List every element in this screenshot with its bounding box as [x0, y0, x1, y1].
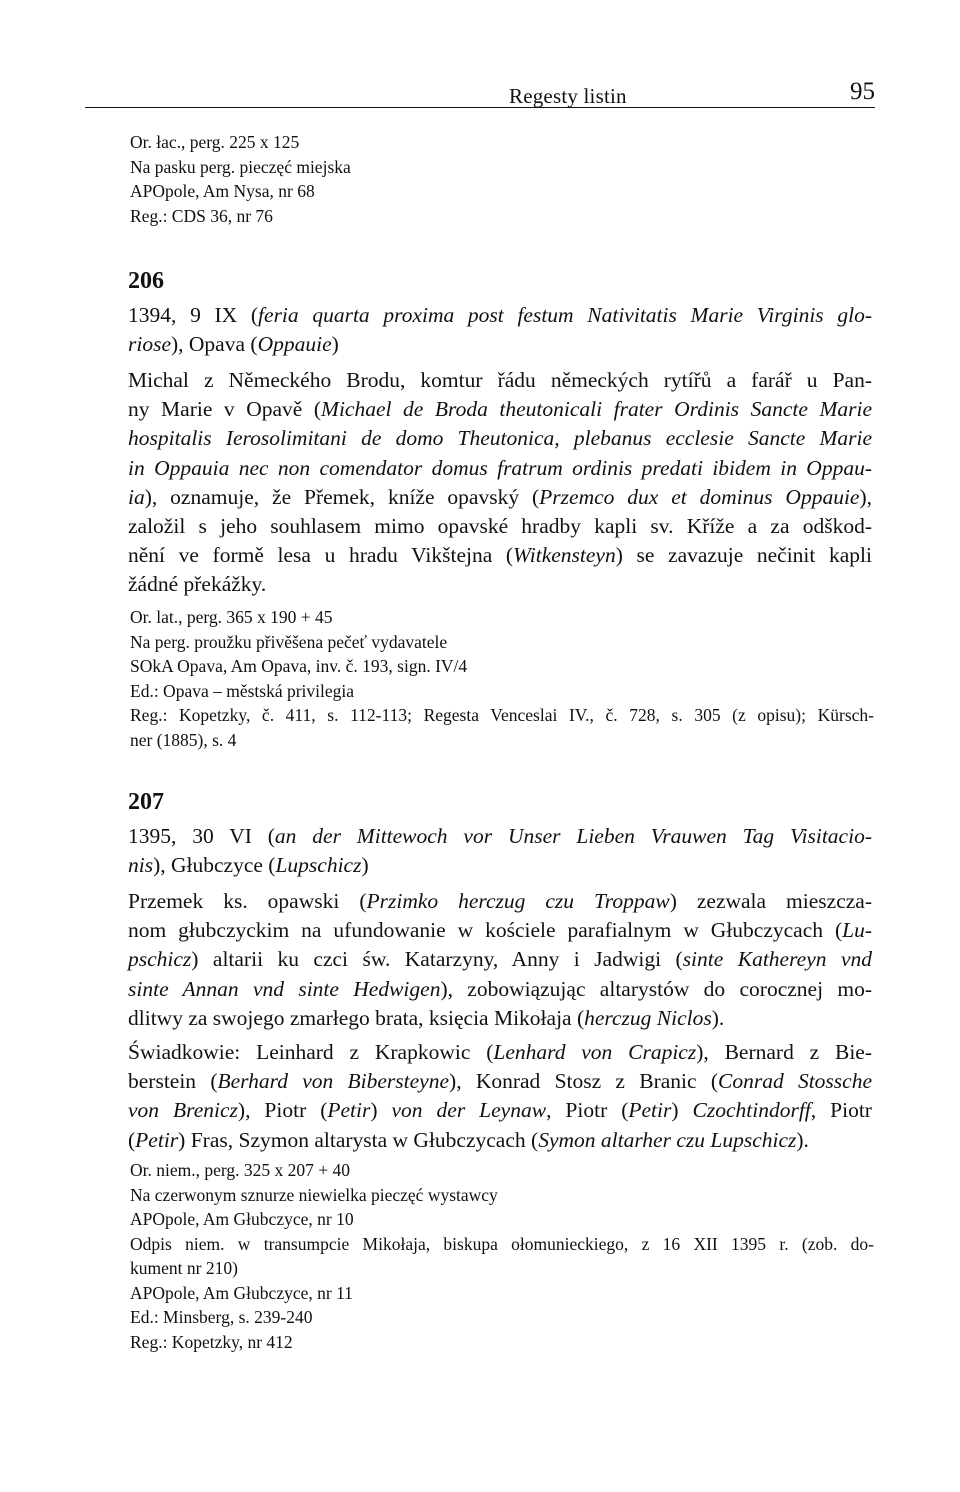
entry-207-body: [128, 887, 872, 1033]
page-number: 95: [850, 78, 875, 105]
entry-number-206: 206: [128, 268, 164, 294]
body-line: ny Marie v Opavě (Michael de Broda theutonicali frater Ordinis Sancte Marie: [128, 397, 872, 422]
note-line: Odpis niem. w transumpcie Mikołaja, biskupa ołomunieckiego, z 16 XII 1395 r. (zob. do-: [130, 1233, 874, 1254]
note-line: Or. niem., perg. 325 x 207 + 40: [130, 1160, 351, 1180]
entry-207-date: [128, 822, 872, 880]
entry-207-notes: [130, 1158, 875, 1354]
witness-line: von Brenicz), Piotr (Petir) von der Leynaw, Piotr (Petir) Czochtindorff, Piotr: [128, 1098, 872, 1123]
date-line: 1394, 9 IX (feria quarta proxima post festum Nativitatis Marie Virginis glo-: [128, 303, 872, 327]
header-rule: [85, 107, 875, 108]
entry-206-date: [128, 301, 872, 359]
note-line: APOpole, Am Nysa, nr 68: [130, 181, 315, 201]
top-notes: [130, 130, 875, 228]
body-line: in Oppauia nec non comendator domus fratrum ordinis predati ibidem in Oppau-: [128, 455, 872, 480]
note-line: ner (1885), s. 4: [130, 729, 237, 750]
body-line: Przemek ks. opawski (Przimko herczug czu Troppaw) zezwala mieszcza-: [128, 889, 872, 913]
note-line: Na pasku perg. pieczęć miejska: [130, 156, 351, 177]
date-line: nis), Głubczyce (Lupschicz): [128, 853, 369, 878]
body-line: ia), oznamuje, že Přemek, kníže opavský (Przemco dux et dominus Oppauie),: [128, 484, 873, 509]
body-line: sinte Annan vnd sinte Hedwigen), zobowiązując altarystów do corocznej mo-: [128, 976, 873, 1001]
note-line: Ed.: Minsberg, s. 239-240: [130, 1307, 313, 1327]
entry-207-witnesses: [128, 1038, 872, 1155]
body-line: žádné překážky.: [128, 572, 267, 597]
body-line: nění ve formě lesa u hradu Vikštejna (Witkensteyn) se zavazuje nečinit kapli: [128, 543, 872, 568]
note-line: kument nr 210): [130, 1258, 238, 1278]
witness-line: (Petir) Fras, Szymon altarysta w Głubczycach (Symon altarher czu Lupschicz).: [128, 1127, 809, 1152]
entry-206-notes: [130, 605, 875, 752]
note-line: SOkA Opava, Am Opava, inv. č. 193, sign. IV/4: [130, 656, 468, 676]
entry-number-207: 207: [128, 789, 164, 815]
note-line: APOpole, Am Głubczyce, nr 10: [130, 1209, 354, 1229]
body-line: Michal z Německého Brodu, komtur řádu německých rytířů a farář u Pan-: [128, 368, 872, 392]
body-line: dlitwy za swojego zmarłego brata, księcia Mikołaja (herczug Niclos).: [128, 1005, 725, 1030]
body-line: hospitalis Ierosolimitani de domo Theutonica, plebanus ecclesie Sancte Marie: [128, 426, 872, 451]
date-line: riose), Opava (Oppauie): [128, 332, 339, 357]
note-line: Ed.: Opava – městská privilegia: [130, 680, 355, 701]
body-line: založil s jeho souhlasem mimo opavské hradby kapli sv. Kříže a za odškod-: [128, 514, 872, 539]
entry-206-body: [128, 366, 872, 600]
note-line: APOpole, Am Głubczyce, nr 11: [130, 1282, 353, 1303]
date-line: 1395, 30 VI (an der Mittewoch vor Unser Lieben Vrauwen Tag Visitacio-: [128, 824, 872, 848]
note-line: Reg.: Kopetzky, č. 411, s. 112-113; Regesta Venceslai IV., č. 728, s. 305 (z opisu); Kürsch-: [130, 705, 874, 725]
witness-line: Świadkowie: Leinhard z Krapkowic (Lenhard von Crapicz), Bernard z Bie-: [128, 1040, 873, 1064]
running-head: [85, 78, 875, 108]
running-title: Regesty listin: [509, 84, 627, 108]
note-line: Or. lat., perg. 365 x 190 + 45: [130, 607, 333, 627]
body-line: nom głubczyckim na ufundowanie w kościele parafialnym w Głubczycach (Lu-: [128, 918, 872, 943]
body-line: pschicz) altarii ku czci św. Katarzyny, Anny i Jadwigi (sinte Kathereyn vnd: [128, 947, 872, 972]
note-line: Or. łac., perg. 225 x 125: [130, 132, 300, 152]
witness-line: berstein (Berhard von Bibersteyne), Konrad Stosz z Branic (Conrad Stossche: [128, 1069, 872, 1094]
note-line: Reg.: Kopetzky, nr 412: [130, 1331, 293, 1352]
note-line: Na czerwonym sznurze niewielka pieczęć wystawcy: [130, 1184, 498, 1205]
note-line: Reg.: CDS 36, nr 76: [130, 205, 273, 226]
note-line: Na perg. proužku přivěšena pečeť vydavatele: [130, 631, 448, 652]
